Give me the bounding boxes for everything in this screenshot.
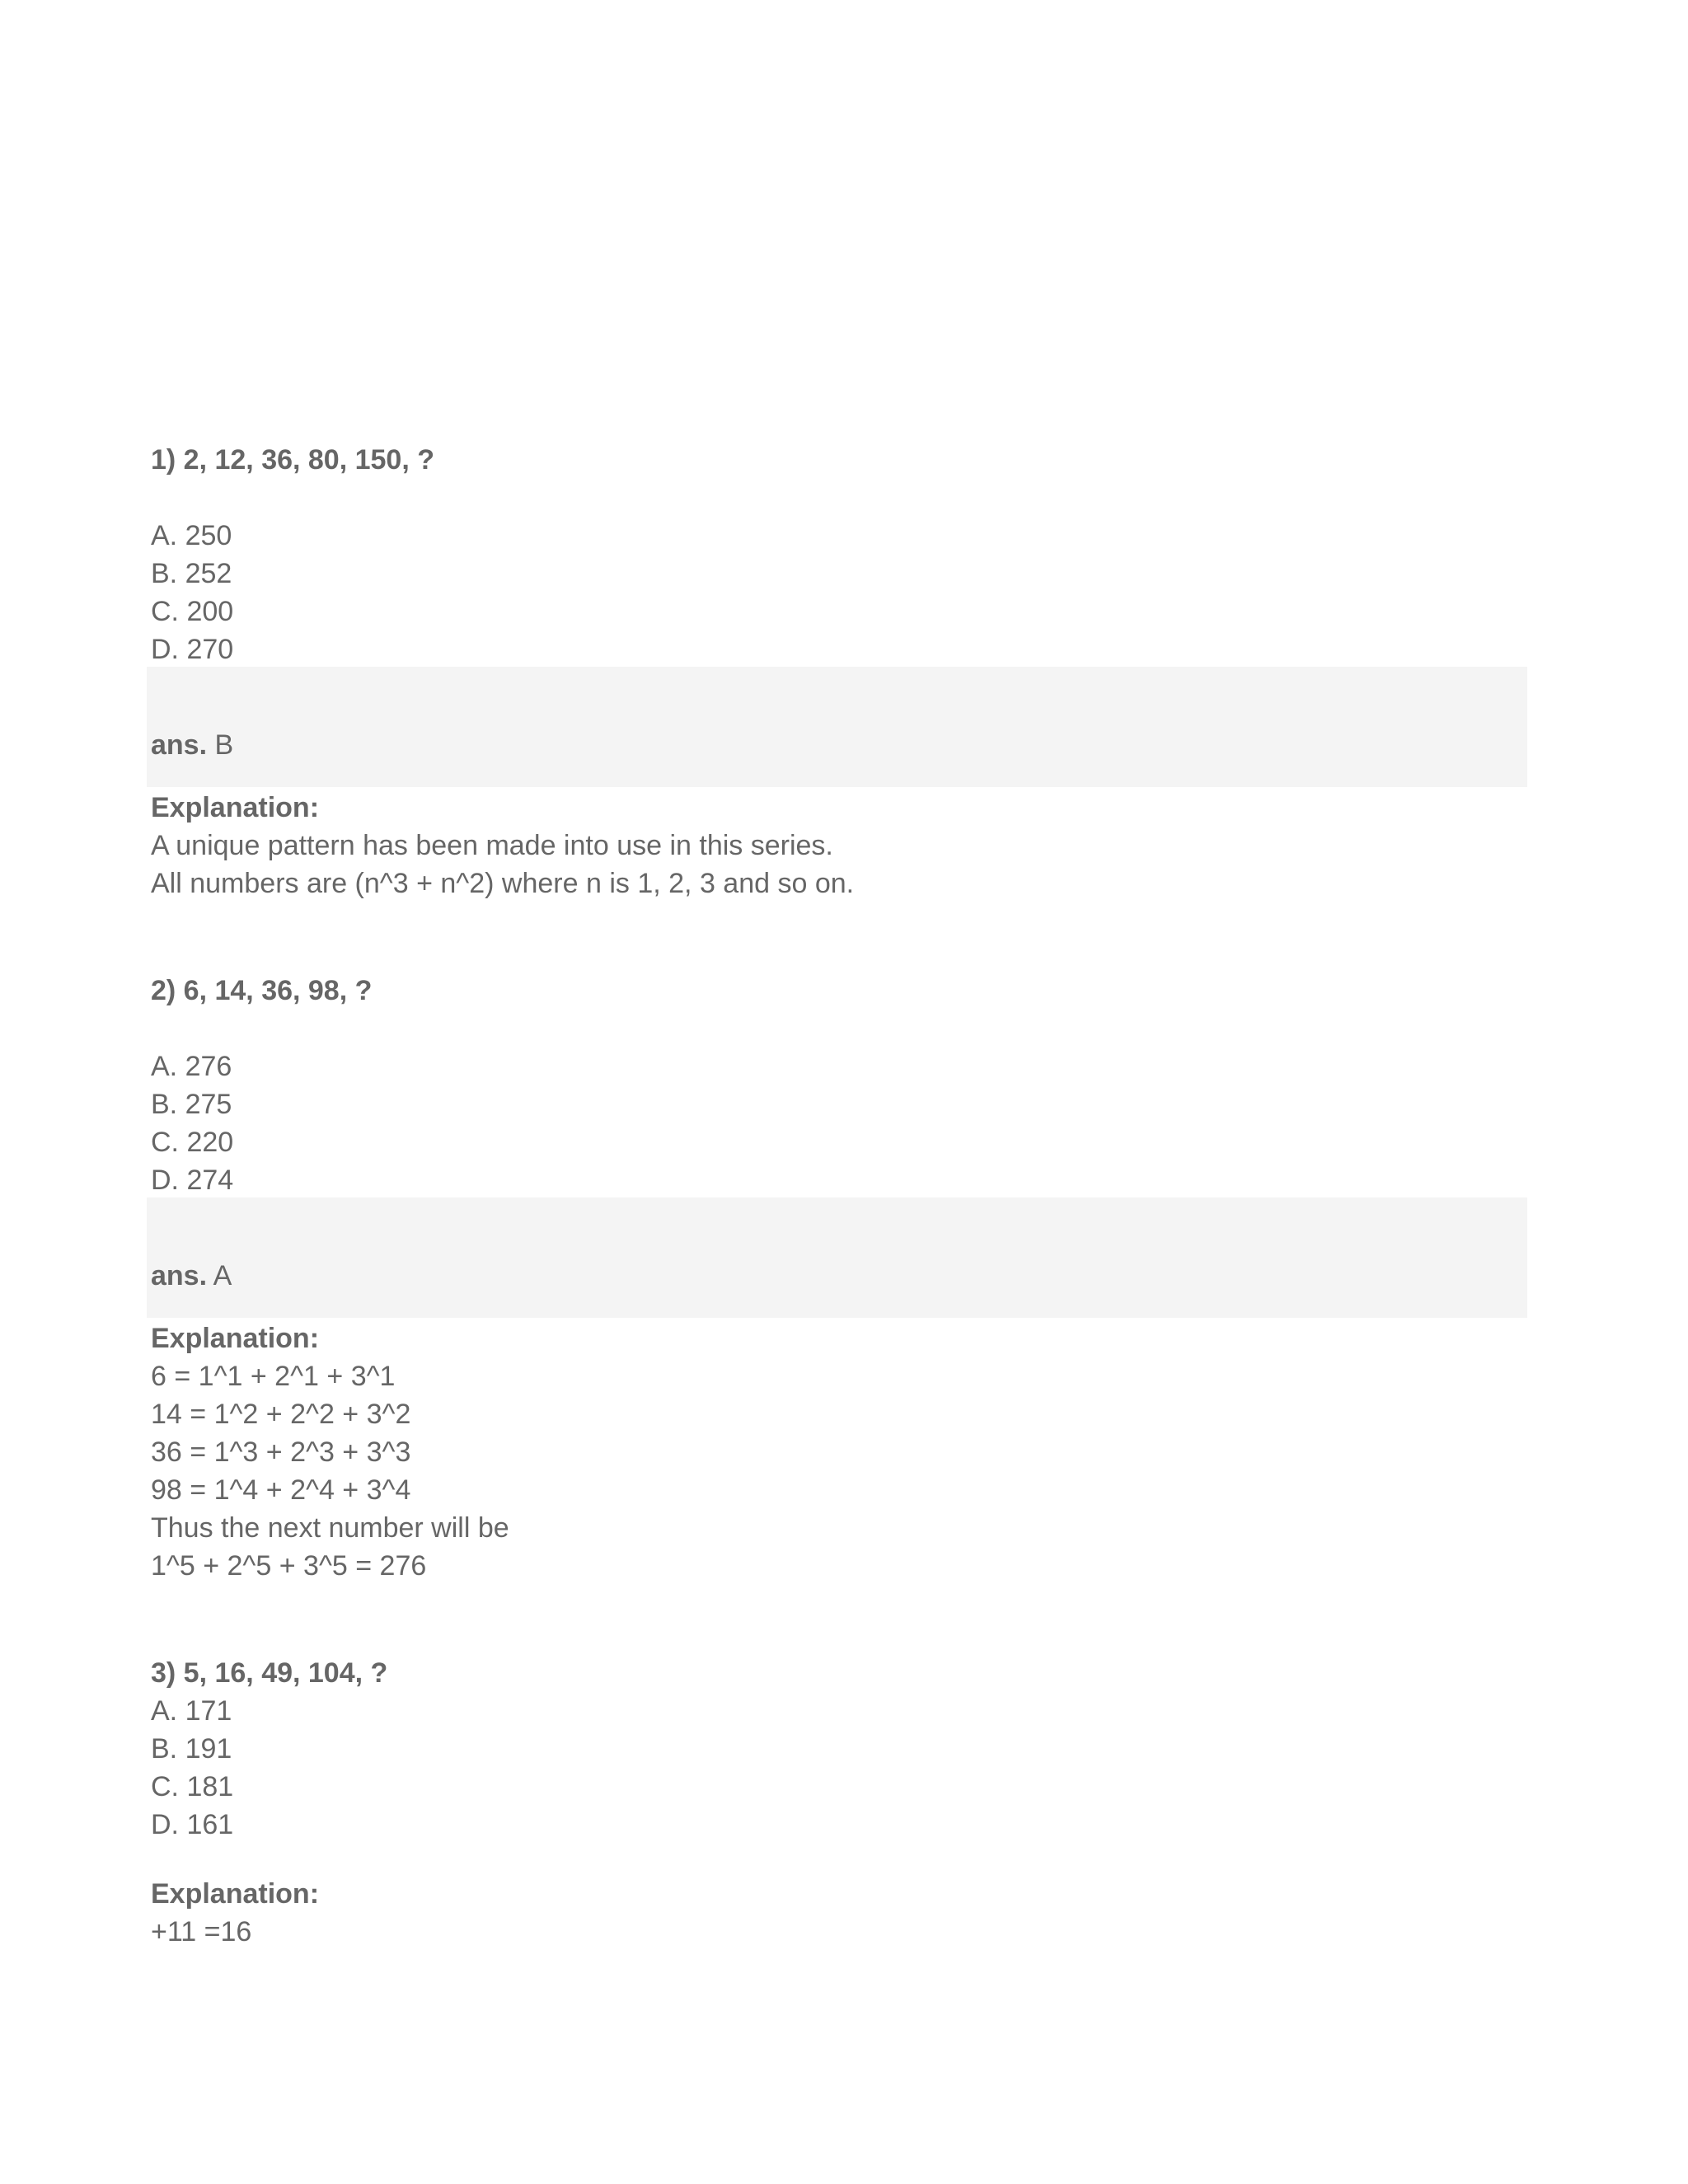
question-3-option-a: A. 171 [151, 1695, 232, 1727]
answer-label: ans. [151, 729, 208, 761]
question-2-explanation-line-5: Thus the next number will be [151, 1512, 509, 1544]
question-3-explanation-line-1: +11 =16 [151, 1916, 252, 1947]
question-2-title: 2) 6, 14, 36, 98, ? [151, 975, 373, 1006]
answer-value: B [214, 729, 234, 761]
answer-value: A [213, 1260, 232, 1291]
question-2-explanation-line-1: 6 = 1^1 + 2^1 + 3^1 [151, 1361, 396, 1392]
question-2-option-d: D. 274 [151, 1165, 234, 1196]
question-1-option-a: A. 250 [151, 520, 232, 551]
question-1-option-c: C. 200 [151, 596, 234, 627]
question-3-title: 3) 5, 16, 49, 104, ? [151, 1657, 388, 1689]
question-1-explanation-heading: Explanation: [151, 792, 320, 823]
question-2-answer-box [147, 1197, 1527, 1318]
question-2-option-b: B. 275 [151, 1089, 232, 1120]
question-1-title: 1) 2, 12, 36, 80, 150, ? [151, 444, 435, 476]
question-2-explanation-line-4: 98 = 1^4 + 2^4 + 3^4 [151, 1474, 411, 1506]
answer-label: ans. [151, 1260, 208, 1291]
question-3-option-c: C. 181 [151, 1771, 234, 1802]
question-2-answer [151, 1259, 232, 1292]
question-3-option-b: B. 191 [151, 1733, 232, 1765]
question-2-explanation-line-6: 1^5 + 2^5 + 3^5 = 276 [151, 1550, 427, 1582]
question-1-answer [151, 729, 233, 762]
question-1-explanation-line-2: All numbers are (n^3 + n^2) where n is 1, 2, 3 and so on. [151, 868, 855, 899]
question-3-explanation-heading: Explanation: [151, 1878, 320, 1910]
question-2-option-a: A. 276 [151, 1051, 232, 1082]
question-2-option-c: C. 220 [151, 1127, 234, 1158]
question-3-option-d: D. 161 [151, 1809, 234, 1840]
question-1-option-d: D. 270 [151, 634, 234, 665]
question-1-explanation-line-1: A unique pattern has been made into use in this series. [151, 830, 833, 861]
question-2-explanation-line-3: 36 = 1^3 + 2^3 + 3^3 [151, 1436, 411, 1468]
question-2-explanation-line-2: 14 = 1^2 + 2^2 + 3^2 [151, 1399, 411, 1430]
question-2-explanation-heading: Explanation: [151, 1323, 320, 1354]
question-1-answer-box [147, 667, 1527, 787]
question-1-option-b: B. 252 [151, 558, 232, 589]
